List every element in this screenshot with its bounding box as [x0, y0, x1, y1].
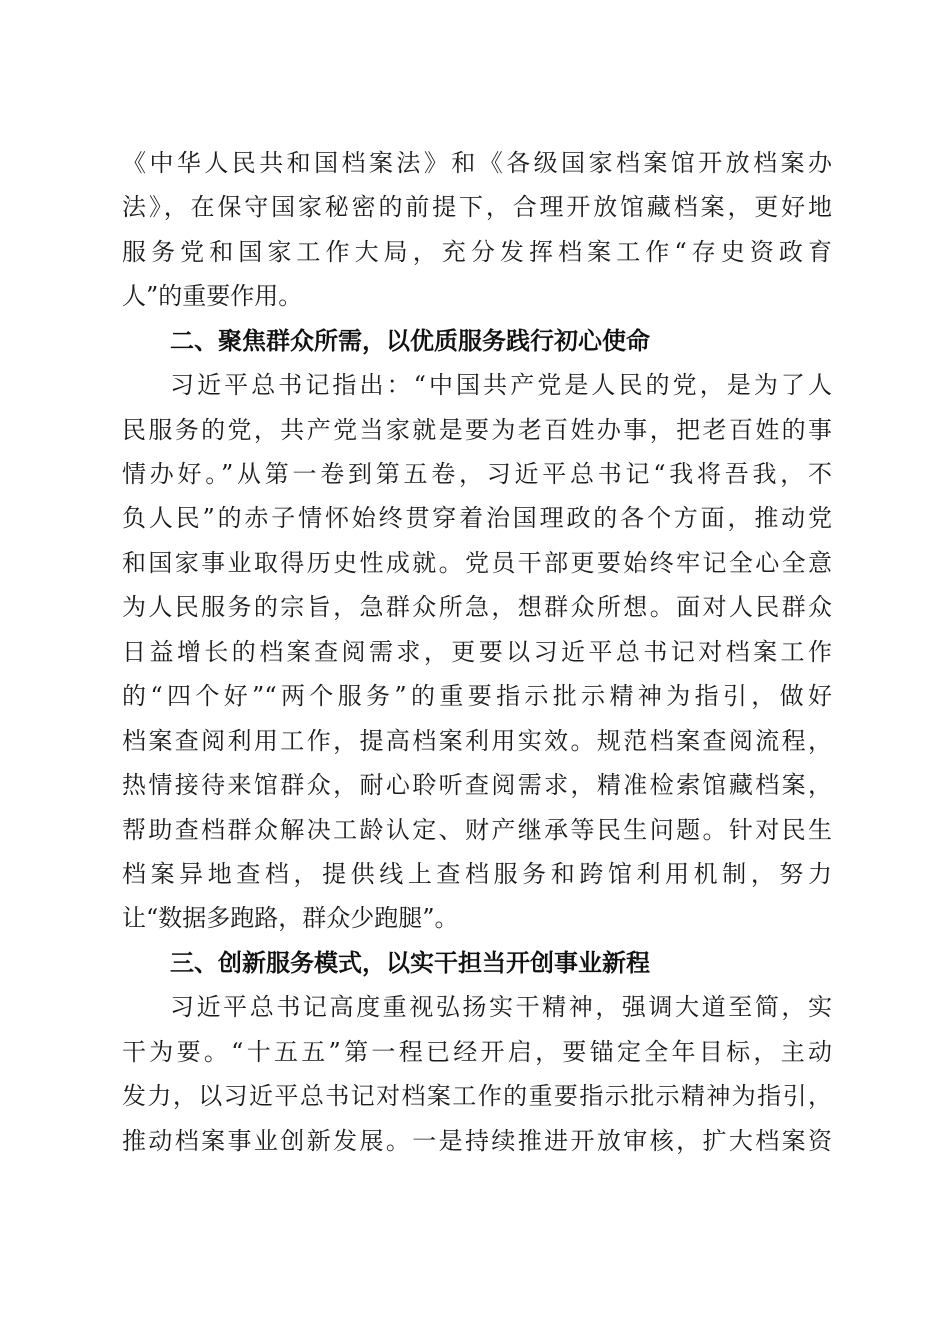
paragraph-line: 为人民服务的宗旨，急群众所急，想群众所想。面对人民群众 [122, 593, 832, 621]
paragraph-line: 档案异地查档，提供线上查档服务和跨馆利用机制，努力 [122, 860, 832, 888]
paragraph-line: 发力，以习近平总书记对档案工作的重要指示批示精神为指引， [122, 1082, 832, 1110]
paragraph-line: 让“数据多跑路，群众少跑腿”。 [122, 904, 459, 932]
paragraph-line: 《中华人民共和国档案法》和《各级国家档案馆开放档案办 [122, 149, 832, 177]
paragraph-line: 习近平总书记指出：“中国共产党是人民的党，是为了人 [170, 371, 832, 399]
paragraph-line: 服务党和国家工作大局，充分发挥档案工作“存史资政育 [122, 238, 832, 266]
paragraph-line: 民服务的党，共产党当家就是要为老百姓办事，把老百姓的事 [122, 416, 832, 444]
paragraph-line: 推动档案事业创新发展。一是持续推进开放审核，扩大档案资 [122, 1127, 832, 1155]
paragraph-line: 日益增长的档案查阅需求，更要以习近平总书记对档案工作 [122, 638, 832, 666]
paragraph-line: 的“四个好”“两个服务”的重要指示批示精神为指引，做好 [122, 682, 832, 710]
paragraph-line: 法》，在保守国家秘密的前提下，合理开放馆藏档案，更好地 [122, 193, 832, 221]
paragraph-line: 情办好。”从第一卷到第五卷，习近平总书记“我将吾我，不 [122, 460, 832, 488]
paragraph-line: 档案查阅利用工作，提高档案利用实效。规范档案查阅流程， [122, 727, 832, 755]
paragraph-line: 和国家事业取得历史性成就。党员干部更要始终牢记全心全意 [122, 549, 832, 577]
paragraph-line: 干为要。“十五五”第一程已经开启，要锚定全年目标，主动 [122, 1038, 832, 1066]
paragraph-line: 负人民”的赤子情怀始终贯穿着治国理政的各个方面，推动党 [122, 504, 832, 532]
section-heading: 三、创新服务模式，以实干担当开创事业新程 [170, 949, 650, 977]
paragraph-line: 帮助查档群众解决工龄认定、财产继承等民生问题。针对民生 [122, 816, 832, 844]
section-heading: 二、聚焦群众所需，以优质服务践行初心使命 [170, 327, 650, 355]
paragraph-line: 人”的重要作用。 [122, 282, 303, 310]
paragraph-line: 习近平总书记高度重视弘扬实干精神，强调大道至简，实 [170, 993, 832, 1021]
paragraph-line: 热情接待来馆群众，耐心聆听查阅需求，精准检索馆藏档案， [122, 771, 832, 799]
